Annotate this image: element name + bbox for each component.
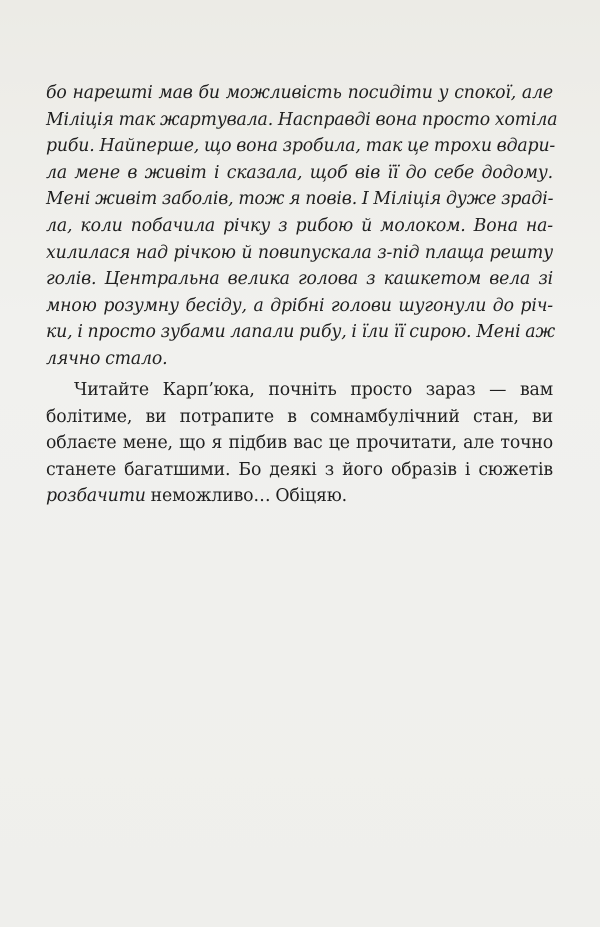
text-line: лячно стало. bbox=[46, 348, 168, 369]
text-line: риби. Найперше, що вона зробила, так це трохи вдари- bbox=[46, 136, 556, 157]
italic-quote-paragraph bbox=[46, 80, 558, 373]
text-line: хилилася над річкою й повипускала з-під плаща решту bbox=[46, 242, 553, 263]
emphasized-word: розбачити bbox=[46, 486, 146, 507]
text-line: бо нарешті мав би можливість посидіти у спокої, але bbox=[46, 83, 553, 103]
text-line: станете багатшими. Бо деякі з його образів і сюжетів bbox=[46, 459, 553, 480]
text-line: ла, коли побачила річку з рибою й молоком. Вона на- bbox=[46, 215, 553, 236]
text-line: облаєте мене, що я підбив вас це прочитати, але точно bbox=[46, 433, 553, 454]
text-line: мною розумну бесіду, а дрібні голови шугонули до річ- bbox=[46, 295, 553, 316]
text-line: голів. Центральна велика голова з кашкетом вела зі bbox=[46, 269, 553, 290]
text-line: ла мене в живіт і сказала, щоб вів її до себе додому. bbox=[46, 162, 553, 183]
text-line: Міліція так жартувала. Насправді вона просто хотіла bbox=[46, 109, 558, 130]
text-line: Мені живіт заболів, тож я повів. І Міліція дуже зраді- bbox=[46, 189, 554, 210]
body-paragraph bbox=[46, 377, 553, 510]
text-line: болітиме, ви потрапите в сомнамбулічний стан, ви bbox=[46, 406, 553, 427]
line-remainder: неможливо… Обіцяю. bbox=[145, 486, 347, 507]
text-line bbox=[46, 483, 553, 510]
text-line: Читайте Карп’юка, почніть просто зараз — вам bbox=[74, 380, 553, 400]
text-line: ки, і просто зубами лапали рибу, і їли її сирою. Мені аж bbox=[46, 322, 555, 343]
